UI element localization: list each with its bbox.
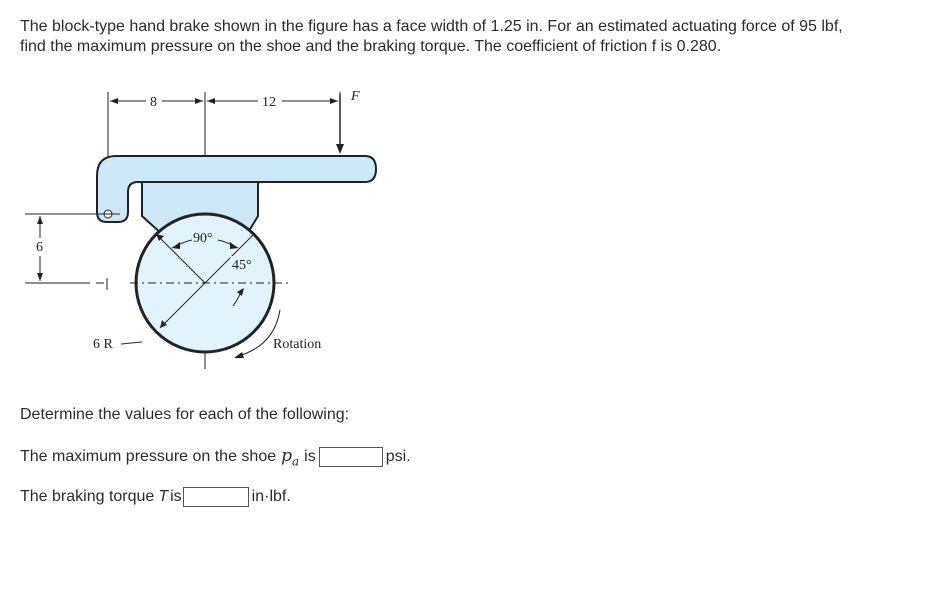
- angle-90-label: 90°: [193, 231, 213, 246]
- problem-line-1: The block-type hand brake shown in the figure has a face width of 1.25 in. For an estimated actuating force of 95 lbf,: [20, 18, 843, 35]
- question-torque: [20, 487, 291, 507]
- rotation-label: Rotation: [273, 337, 322, 352]
- problem-line-2: find the maximum pressure on the shoe and the braking torque. The coefficient of friction f is 0.280.: [20, 38, 722, 55]
- t-symbol: T: [158, 488, 169, 505]
- t-unit: in·lbf.: [251, 488, 291, 505]
- dim-12-label: 12: [262, 95, 276, 110]
- pa-prefix: The maximum pressure on the shoe: [20, 448, 277, 466]
- force-label: F: [351, 89, 360, 104]
- angle-45-label: 45°: [232, 258, 252, 273]
- brake-figure: [20, 84, 390, 374]
- questions-intro: Determine the values for each of the following:: [20, 406, 350, 423]
- radius-label: 6 R: [93, 337, 113, 352]
- force-arrowhead: [336, 144, 344, 154]
- t-prefix: The braking torque: [20, 488, 155, 505]
- question-pressure: [20, 446, 411, 468]
- pressure-answer-input[interactable]: [319, 447, 383, 467]
- pa-symbol: $p_a$: [281, 446, 300, 469]
- torque-answer-input[interactable]: [183, 487, 249, 507]
- pa-is: is: [304, 448, 316, 466]
- dim-6-label: 6: [36, 240, 43, 255]
- pa-unit: psi.: [385, 448, 411, 466]
- dim-8-label: 8: [150, 95, 157, 110]
- t-is: is: [170, 488, 182, 505]
- problem-statement: [20, 17, 920, 57]
